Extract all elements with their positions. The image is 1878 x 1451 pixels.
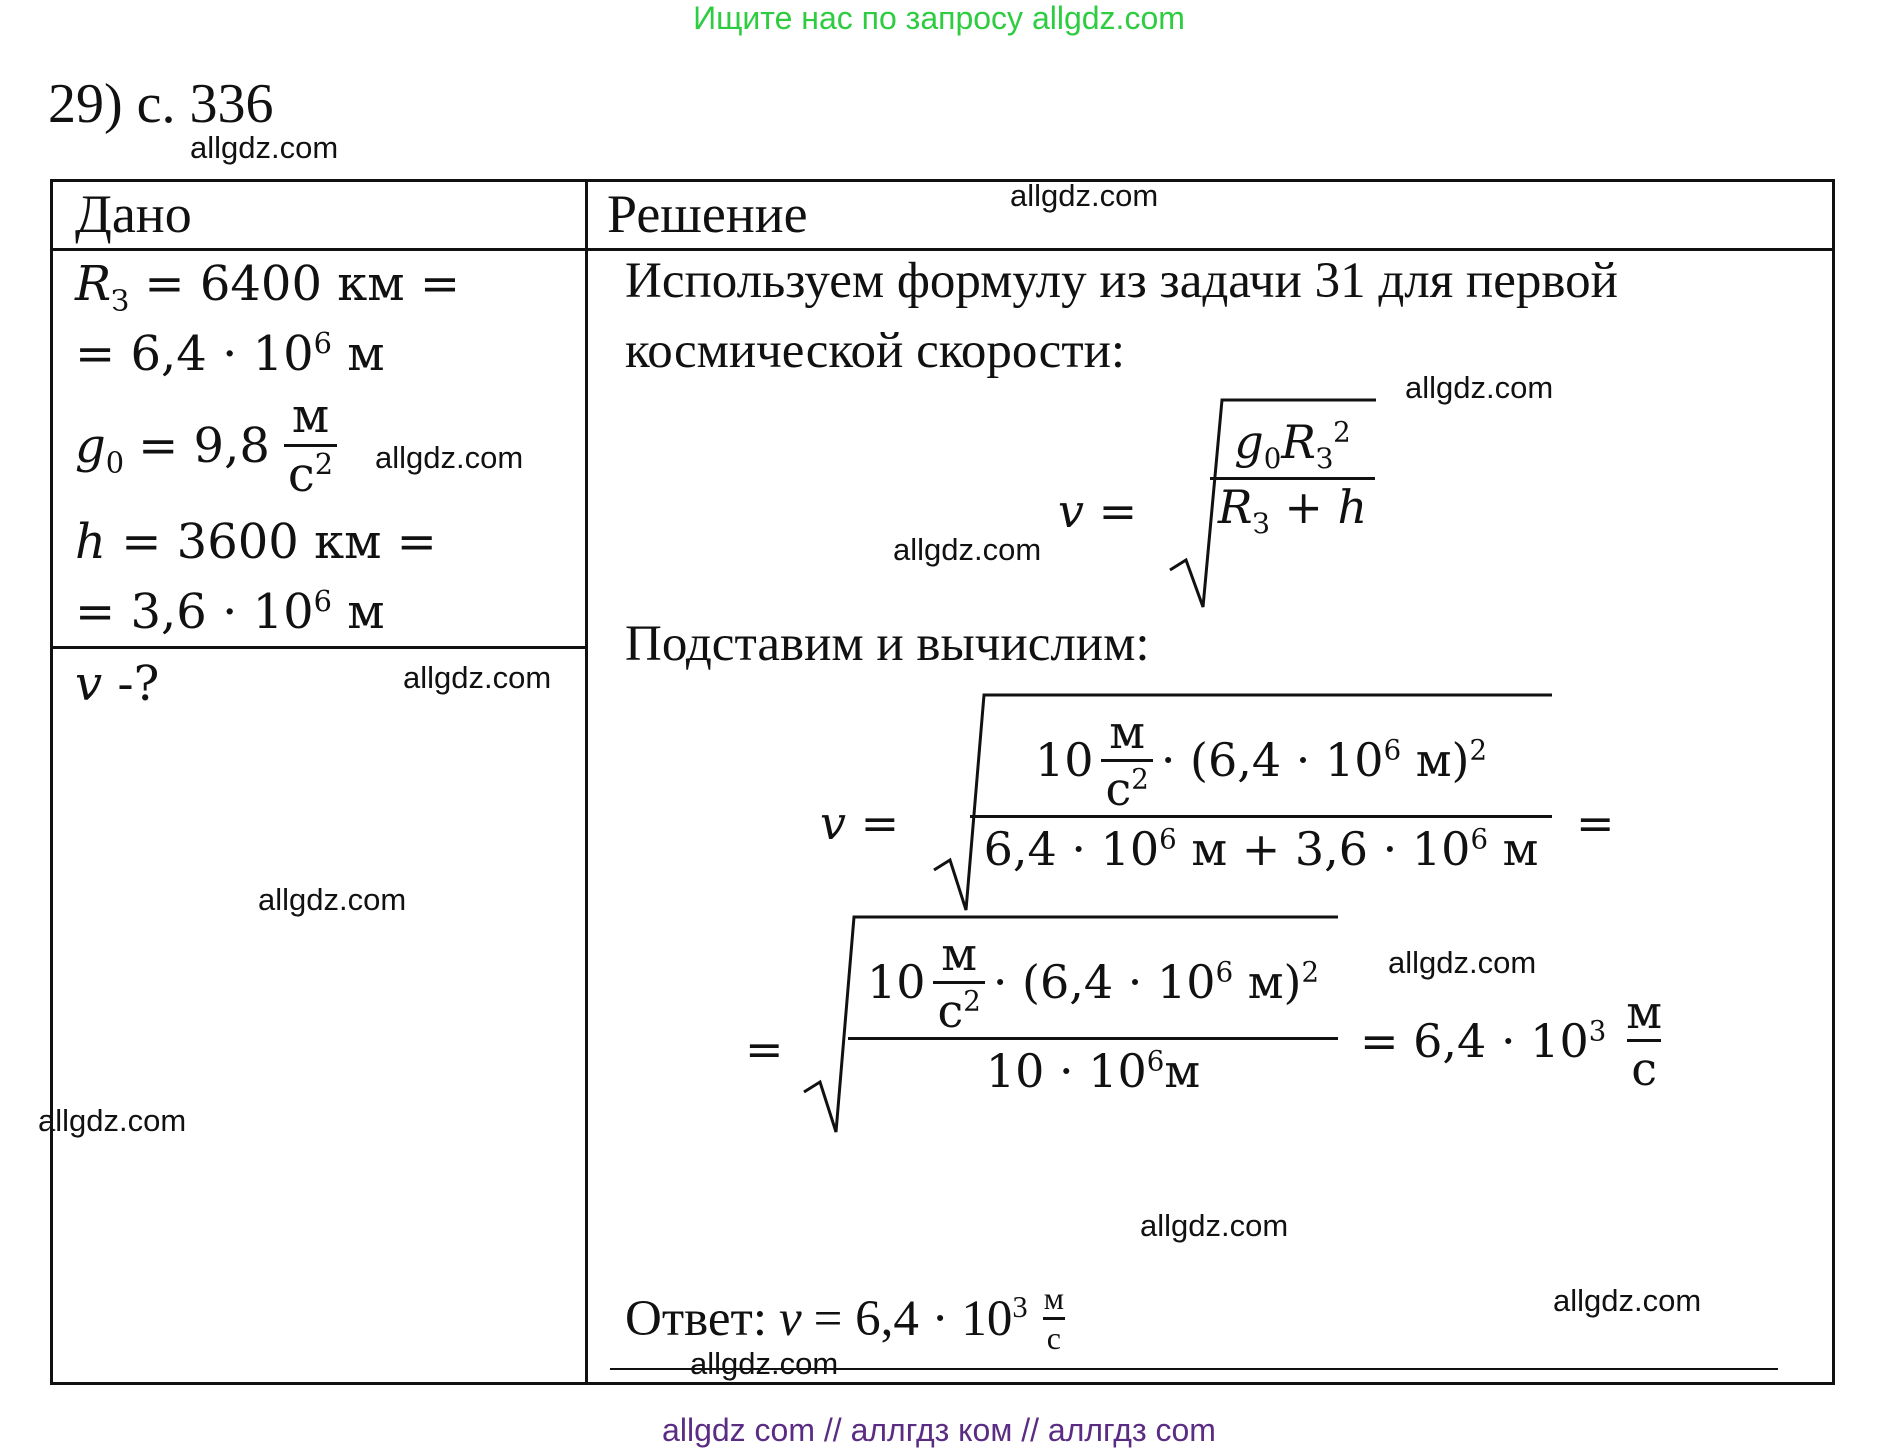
formula-fraction: $g_0R_З^2$ $R_З + h$ — [1210, 415, 1375, 534]
find-unknown: v -? — [75, 656, 160, 712]
substitute-text: Подставим и вычислим: — [625, 616, 1150, 672]
given-radius: $R_З = 6400$ км = — [75, 256, 461, 318]
problem-title — [48, 72, 274, 136]
step2-lhs: = — [745, 1022, 784, 1076]
given-header: Дано — [75, 184, 192, 244]
watermark: allgdz.com — [258, 882, 407, 917]
gravity-unit-fraction: $\frac{м}{с^2}$ — [284, 388, 337, 503]
table-header-divider — [50, 248, 1835, 251]
answer-unit-fraction: $\frac{м}{с}$ — [1043, 1280, 1064, 1356]
watermark: allgdz.com — [403, 660, 552, 695]
result-unit-fraction: $\frac{м}{с}$ — [1626, 985, 1663, 1096]
watermark: allgdz.com — [1388, 945, 1537, 980]
solution-intro-line2: космической скорости: — [625, 323, 1126, 379]
watermark: allgdz.com — [1553, 1283, 1702, 1318]
step2-result: = $6,4 \cdot 10^3$ $\frac{м}{с}$ — [1360, 985, 1666, 1096]
table-border-right — [1832, 179, 1835, 1385]
page-reference: с. 336 — [136, 73, 274, 135]
solution-header: Решение — [607, 184, 808, 244]
watermark: allgdz.com — [690, 1346, 839, 1381]
given-gravity: $g_0$ = 9,8 $\frac{м}{с^2}$ — [75, 388, 337, 503]
watermark: allgdz.com — [1405, 370, 1554, 405]
table-border-top — [50, 179, 1835, 182]
solution-intro-line1: Используем формулу из задачи 31 для первой — [625, 253, 1618, 309]
given-height: h = 3600 км = — [75, 514, 437, 570]
watermark: allgdz.com — [190, 130, 339, 165]
footer-links: allgdz com // аллгдз ком // аллгдз com — [662, 1412, 1216, 1448]
watermark: allgdz.com — [38, 1103, 187, 1138]
problem-number: 29) — [48, 73, 123, 135]
step1-lhs: v = — [820, 796, 900, 850]
watermark: allgdz.com — [375, 440, 524, 475]
given-height-si: = $3,6 \cdot 10^6$ м — [75, 584, 385, 640]
table-border-left — [50, 179, 53, 1385]
step1-fraction: 10 $\frac{м}{с^2}$ · ($6,4 \cdot 10^6$ м)$^2$ $6,4 \cdot 10^6$ $м + 3,6 \cdot 10^6$ м — [970, 705, 1552, 876]
answer: Ответ: v = $6,4 \cdot 10^3$ $\frac{м}{с}$ — [625, 1280, 1068, 1357]
table-column-divider — [585, 179, 588, 1385]
watermark: allgdz.com — [1140, 1208, 1289, 1243]
formula-lhs: v = — [1058, 484, 1138, 538]
step2-fraction: 10 $\frac{м}{с^2}$ · ($6,4 \cdot 10^6$ м)$^2$ $10 \cdot 10^6м$ — [848, 927, 1338, 1098]
step1-equals: = — [1576, 796, 1615, 850]
top-banner: Ищите нас по запросу allgdz.com — [693, 0, 1185, 36]
watermark: allgdz.com — [893, 532, 1042, 567]
given-find-divider — [50, 646, 588, 649]
given-radius-si: = $6,4 \cdot 10^6$ м — [75, 326, 385, 382]
watermark: allgdz.com — [1010, 178, 1159, 213]
table-border-bottom — [50, 1382, 1835, 1385]
